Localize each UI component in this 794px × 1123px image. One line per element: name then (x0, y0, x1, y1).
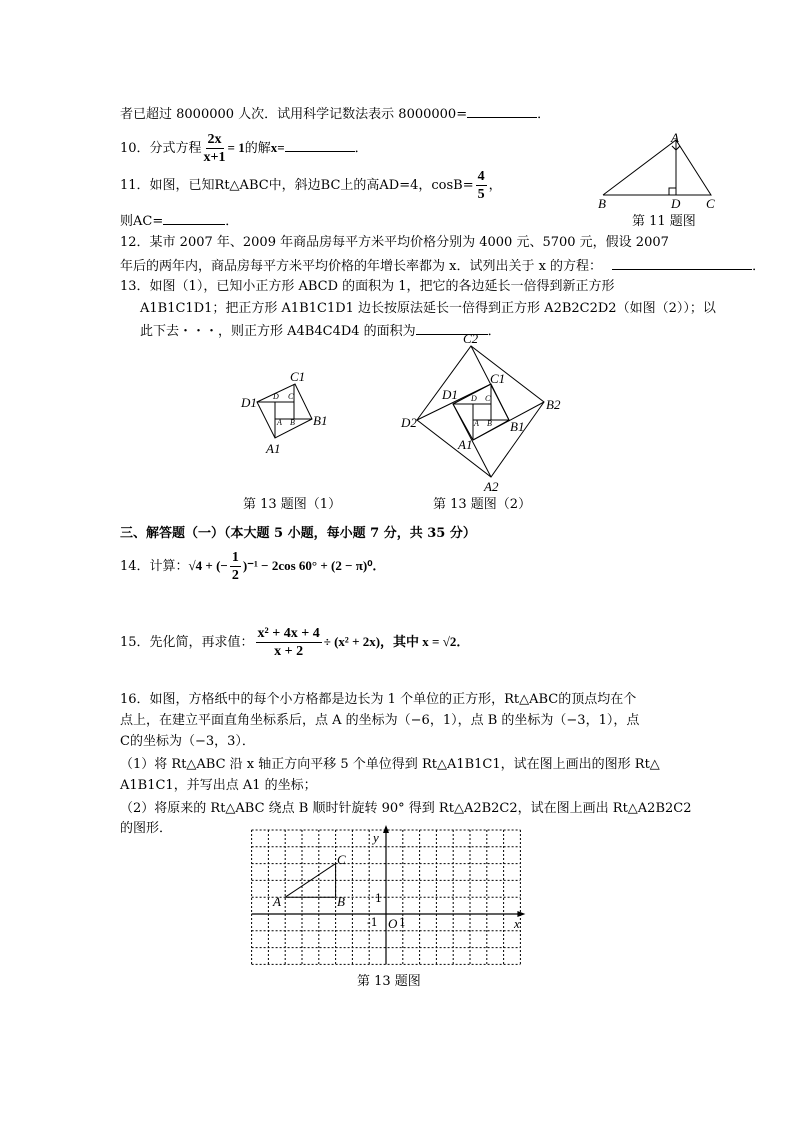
answer-blank[interactable] (612, 256, 752, 270)
q13-text: 此下去・・・，则正方形 A4B4C4D4 的面积为 (140, 324, 416, 339)
denominator: 2 (231, 568, 239, 583)
label-D2: D2 (401, 415, 417, 430)
q11-caption: 第 11 题图 (632, 214, 696, 229)
label-D1: D1 (241, 395, 257, 410)
expr-part: √4 + (− (188, 558, 228, 573)
numerator: 1 (231, 550, 239, 565)
q11-triangle (603, 140, 711, 195)
q11-text: 11．如图，已知Rt△ABC中，斜边BC上的高AD=4，cosB= (120, 178, 474, 193)
q13-line2: A1B1C1D1；把正方形 A1B1C1D1 边长按原法延长一倍得到正方形 A2B2C2D2（如图（2））；以 (140, 301, 716, 316)
q13-line1: 13．如图（1），已知小正方形 ABCD 的面积为 1，把它的各边延长一倍得到新正方形 (120, 279, 615, 294)
q16-line: （2）将原来的 Rt△ABC 绕点 B 顺时针旋转 90° 得到 Rt△A2B2C2，试在图上画出 Rt△A2B2C2 (120, 801, 692, 816)
denominator: x+1 (203, 150, 226, 165)
tick-label-1-x: 1 (399, 916, 406, 929)
q11-answer-line: 则AC= ． (120, 211, 238, 231)
label-C: C (706, 196, 715, 211)
q16-line: C的坐标为（−3，3）． (120, 734, 255, 749)
question-14 (120, 548, 385, 585)
q11-text2: 则AC= (120, 214, 164, 229)
q15-label: 15．先化简，再求值： (120, 635, 254, 650)
comma: ， (488, 178, 502, 193)
label-A: A (474, 419, 479, 428)
fig13-2 (417, 346, 544, 477)
label-A2: A2 (484, 479, 499, 494)
label-A1: A1 (458, 437, 473, 452)
label-B: B (290, 418, 295, 427)
question-15 (120, 622, 469, 663)
var: x= (270, 140, 285, 155)
q13-caption-1: 第 13 题图（1） (243, 497, 342, 512)
grid-label-A: A (273, 894, 281, 909)
tick-label-neg1: -1 (367, 916, 378, 929)
label-A: A (277, 418, 282, 427)
label-B1: B1 (313, 413, 328, 428)
tick-label-1-y: 1 (375, 892, 382, 905)
label-C1: C1 (490, 371, 506, 386)
q16-line: 16．如图，方格纸中的每个小方格都是边长为 1 个单位的正方形，Rt△ABC的顶点均在个 (120, 692, 637, 707)
grid-label-B: B (337, 894, 345, 909)
label-C: C (288, 392, 294, 401)
numerator: 2x (207, 132, 222, 147)
q9-tail: 者已超过 8000000 人次．试用科学记数法表示 8000000= ． (120, 104, 550, 124)
y-axis-arrow-icon (383, 825, 389, 833)
q16-line: A1B1C1，并写出点 A1 的坐标； (120, 778, 317, 793)
coordinate-grid (252, 825, 526, 964)
numerator: 4 (477, 169, 485, 184)
label-A: A (671, 130, 679, 145)
label-A1: A1 (266, 441, 281, 456)
q10-label: 10．分式方程 (120, 141, 202, 156)
label-B2: B2 (546, 397, 561, 412)
q13-caption-2: 第 13 题图（2） (433, 497, 532, 512)
q12-text: 年后的两年内，商品房每平方米平均价格的年增长率都为 x．试列出关于 x 的方程： (120, 259, 603, 274)
q12-line1: 12．某市 2007 年、2009 年商品房每平方米平均价格分别为 4000 元、5700 元，假设 2007 (120, 235, 669, 250)
label-B: B (598, 196, 606, 211)
fraction (230, 549, 241, 584)
denominator: 5 (477, 187, 485, 202)
q16-line: 的图形． (120, 821, 173, 836)
q9-text: 者已超过 8000000 人次．试用科学记数法表示 8000000= (120, 107, 468, 122)
q16-line: （1）将 Rt△ABC 沿 x 轴正方向平移 5 个单位得到 Rt△A1B1C1，试在图上画出的图形 Rt△ (120, 757, 660, 772)
label-B: B (487, 419, 492, 428)
denominator: x + 2 (274, 644, 304, 659)
label-C1: C1 (290, 369, 306, 384)
equals: = 1 (227, 140, 245, 155)
section-heading: 三、解答题（一）（本大题 5 小题，每小题 7 分，共 35 分） (120, 526, 476, 541)
numerator: x² + 4x + 4 (257, 626, 320, 641)
label-C2: C2 (463, 331, 479, 346)
q12-line2: 年后的两年内，商品房每平方米平均价格的年增长率都为 x．试列出关于 x 的方程： ． (120, 256, 765, 276)
label-C: C (485, 394, 491, 403)
q13-line3: 此下去・・・，则正方形 A4B4C4D4 的面积为 ． (140, 321, 501, 341)
fig13-1 (257, 384, 312, 438)
label-D: D (273, 392, 279, 401)
axis-label-x: x (514, 916, 520, 931)
expr-part: ÷ (x² + 2x)，其中 x = √2． (323, 634, 470, 649)
label-D1: D1 (442, 387, 458, 402)
q10-mid: 的解 (244, 141, 271, 156)
q16-caption: 第 13 题图 (357, 974, 421, 989)
question-10: 10．分式方程 $\frac{2x}{x+1}$ = 1的解x= ． (120, 132, 368, 165)
label-D: D (671, 196, 681, 211)
fraction (256, 625, 322, 660)
axis-label-y: y (373, 830, 379, 845)
label-D: D (471, 394, 477, 403)
q14-label: 14．计算： (120, 559, 189, 574)
q16-line: 点上，在建立平面直角坐标系后，点 A 的坐标为（−6，1），点 B 的坐标为（−3，1），点 (120, 713, 640, 728)
expr-part: )⁻¹ − 2cos 60° + (2 − π)⁰． (242, 558, 386, 573)
origin-label: O (388, 916, 398, 931)
grid-label-C: C (337, 852, 346, 867)
label-B1: B1 (510, 419, 525, 434)
